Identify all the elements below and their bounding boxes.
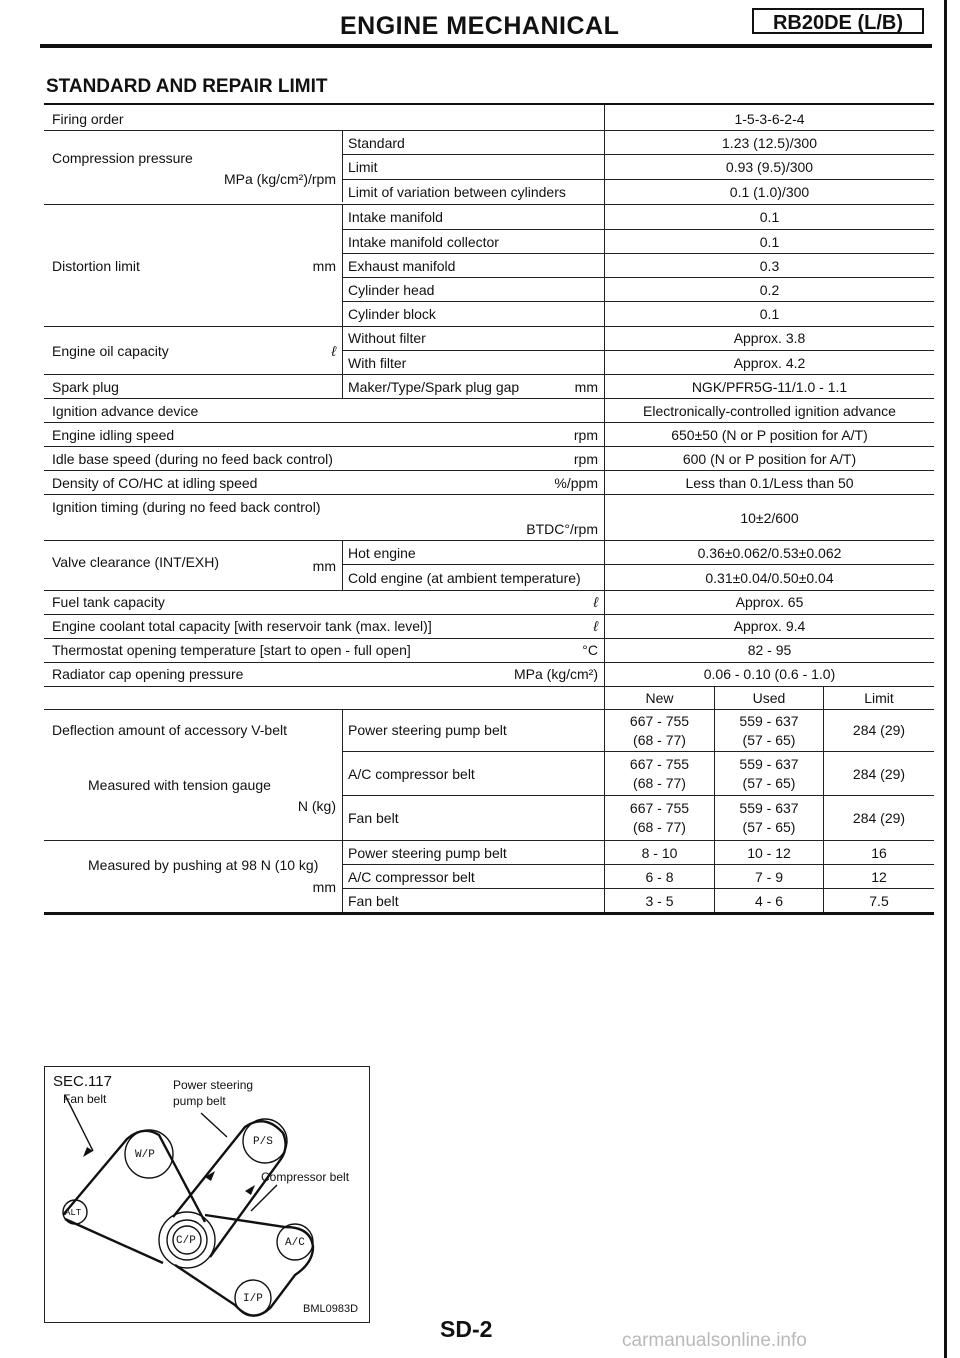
oil-sub-with-filter: With filter: [348, 355, 407, 371]
ignition-timing-value: 10±2/600: [740, 510, 799, 526]
pulley-cp-label: C/P: [176, 1235, 196, 1247]
used-value-kg: (57 - 65): [742, 775, 796, 791]
row-rule: [342, 154, 934, 155]
new-value: 667 - 755: [629, 800, 690, 816]
belt-routing-figure: [44, 1066, 370, 1323]
limit-value: 7.5: [869, 893, 889, 909]
row-rule: [44, 446, 934, 447]
oil-value-without-filter: Approx. 3.8: [733, 330, 806, 346]
figure-ps-label-2: pump belt: [173, 1094, 226, 1108]
row-rule: [342, 253, 934, 254]
row-rule: [44, 374, 934, 375]
row-rule: [342, 229, 934, 230]
compression-value-standard: 1.23 (12.5)/300: [722, 135, 817, 151]
figure-ps-label-1: Power steering: [173, 1078, 254, 1092]
limit-value: 284 (29): [852, 722, 906, 738]
ignition-timing-unit: BTDC°/rpm: [526, 521, 598, 537]
oil-sub-without-filter: Without filter: [348, 330, 426, 346]
idle-speed-unit: rpm: [573, 427, 598, 443]
limit-value: 284 (29): [852, 766, 906, 782]
row-rule: [342, 301, 934, 302]
compression-label: Compression pressure: [52, 150, 193, 166]
used-value: 10 - 12: [747, 845, 791, 861]
limit-value: 12: [871, 869, 887, 885]
idle-speed-value: 650±50 (N or P position for A/T): [671, 427, 868, 443]
model-badge: RB20DE (L/B): [752, 8, 924, 34]
valve-clearance-unit: mm: [312, 558, 336, 574]
distortion-value: 0.1: [759, 209, 780, 225]
row-rule: [44, 540, 934, 541]
oil-value-with-filter: Approx. 4.2: [733, 355, 806, 371]
idle-base-label: Idle base speed (during no feed back control): [52, 451, 333, 467]
new-value: 6 - 8: [645, 869, 674, 885]
belt-deflection-label: Deflection amount of accessory V-belt: [52, 722, 288, 738]
pulley-ps-label: P/S: [253, 1136, 273, 1148]
pulley-ac-label: A/C: [285, 1237, 305, 1249]
spark-plug-value: NGK/PFR5G-11/1.0 - 1.1: [691, 379, 848, 395]
distortion-sub: Cylinder block: [348, 306, 436, 322]
compression-sub-standard: Standard: [348, 135, 405, 151]
limit-value: 284 (29): [852, 810, 906, 826]
tension-gauge-label: Measured with tension gauge: [88, 777, 271, 793]
row-rule: [44, 398, 934, 399]
new-value-kg: (68 - 77): [633, 732, 686, 748]
used-value-kg: (57 - 65): [742, 819, 796, 835]
used-value: 7 - 9: [754, 869, 783, 885]
valve-clearance-label: Valve clearance (INT/EXH): [52, 554, 220, 570]
fuel-tank-label: Fuel tank capacity: [52, 594, 165, 610]
belt-name: Fan belt: [348, 810, 399, 826]
belt-name: Power steering pump belt: [348, 845, 507, 861]
row-rule: [44, 840, 934, 841]
header-rule: [40, 44, 932, 48]
row-rule: [44, 204, 934, 205]
firing-order-label: Firing order: [52, 111, 124, 127]
used-value: 559 - 637: [739, 800, 799, 816]
sub-divider-distortion: [342, 205, 343, 326]
new-value: 8 - 10: [641, 845, 678, 861]
row-rule: [342, 864, 934, 865]
row-rule: [44, 614, 934, 615]
compression-value-limit: 0.93 (9.5)/300: [725, 159, 814, 175]
row-rule: [44, 638, 934, 639]
compression-sub-variation: Limit of variation between cylinders: [348, 184, 566, 200]
column-header-used: Used: [752, 690, 786, 706]
oil-capacity-label: Engine oil capacity: [52, 343, 169, 359]
new-value: 667 - 755: [629, 713, 690, 729]
row-rule: [342, 751, 934, 752]
row-rule: [44, 590, 934, 591]
figure-sec-label: SEC.117: [53, 1073, 112, 1090]
belt-name: A/C compressor belt: [348, 766, 475, 782]
thermostat-label: Thermostat opening temperature [start to open - full open]: [52, 642, 411, 658]
distortion-sub: Intake manifold: [348, 209, 443, 225]
new-value-kg: (68 - 77): [633, 775, 686, 791]
valve-sub-cold: Cold engine (at ambient temperature): [348, 570, 581, 586]
firing-order-value: 1-5-3-6-2-4: [734, 111, 805, 127]
sub-divider-compression: [342, 130, 343, 202]
belt-name: Fan belt: [348, 893, 399, 909]
distortion-unit: mm: [312, 258, 336, 274]
spark-plug-unit: mm: [574, 379, 598, 395]
new-value-kg: (68 - 77): [633, 819, 686, 835]
radiator-cap-unit: MPa (kg/cm²): [514, 666, 598, 682]
row-rule: [342, 795, 934, 796]
used-value: 4 - 6: [754, 893, 783, 909]
ignition-device-label: Ignition advance device: [52, 403, 199, 419]
oil-capacity-unit: ℓ: [331, 343, 336, 359]
thermostat-value: 82 - 95: [747, 642, 792, 658]
used-value: 559 - 637: [739, 756, 799, 772]
row-rule: [342, 277, 934, 278]
used-value-kg: (57 - 65): [742, 732, 796, 748]
distortion-value: 0.3: [759, 258, 780, 274]
row-rule: [44, 470, 934, 471]
spark-plug-label: Spark plug: [52, 379, 119, 395]
push-measure-unit: mm: [312, 879, 336, 895]
thermostat-unit: °C: [582, 642, 598, 658]
page-number: SD-2: [440, 1316, 493, 1342]
compression-value-variation: 0.1 (1.0)/300: [729, 184, 810, 200]
row-rule: [44, 686, 934, 687]
belt-name: Power steering pump belt: [348, 722, 507, 738]
distortion-value: 0.1: [759, 306, 780, 322]
push-measure-label: Measured by pushing at 98 N (10 kg): [88, 857, 319, 873]
distortion-value: 0.1: [759, 234, 780, 250]
ignition-timing-label: Ignition timing (during no feed back control): [52, 499, 321, 515]
sub-divider-belt: [342, 709, 343, 913]
column-header-new: New: [645, 690, 674, 706]
page-edge-line: [944, 0, 947, 1358]
distortion-value: 0.2: [759, 282, 780, 298]
sub-divider-valve: [342, 540, 343, 590]
fuel-tank-value: Approx. 65: [735, 594, 804, 610]
pulley-alt-label: ALT: [65, 1208, 82, 1218]
co-hc-label: Density of CO/HC at idling speed: [52, 475, 258, 491]
coolant-value: Approx. 9.4: [733, 618, 806, 634]
idle-speed-label: Engine idling speed: [52, 427, 175, 443]
row-rule: [44, 130, 934, 131]
co-hc-value: Less than 0.1/Less than 50: [685, 475, 854, 491]
row-rule: [44, 326, 934, 327]
idle-base-unit: rpm: [573, 451, 598, 467]
coolant-label: Engine coolant total capacity [with reservoir tank (max. level)]: [52, 618, 432, 634]
row-rule: [44, 662, 934, 663]
coolant-unit: ℓ: [593, 618, 598, 634]
valve-sub-hot: Hot engine: [348, 545, 416, 561]
idle-base-value: 600 (N or P position for A/T): [682, 451, 857, 467]
pulley-ip-label: I/P: [243, 1293, 263, 1305]
co-hc-unit: %/ppm: [554, 475, 598, 491]
row-rule: [44, 709, 934, 710]
distortion-sub: Cylinder head: [348, 282, 435, 298]
belt-name: A/C compressor belt: [348, 869, 475, 885]
row-rule: [44, 422, 934, 423]
valve-value-cold: 0.31±0.04/0.50±0.04: [705, 570, 834, 586]
column-header-limit: Limit: [864, 690, 894, 706]
tension-gauge-unit: N (kg): [297, 798, 336, 814]
compression-sub-limit: Limit: [348, 159, 378, 175]
ignition-device-value: Electronically-controlled ignition advance: [643, 403, 896, 419]
new-value: 3 - 5: [645, 893, 674, 909]
table-top-rule: [44, 103, 934, 105]
valve-value-hot: 0.36±0.062/0.53±0.062: [697, 545, 842, 561]
row-rule: [44, 494, 934, 495]
radiator-cap-value: 0.06 - 0.10 (0.6 - 1.0): [703, 666, 836, 682]
section-title: STANDARD AND REPAIR LIMIT: [46, 76, 328, 97]
spark-plug-sub: Maker/Type/Spark plug gap: [348, 379, 520, 395]
distortion-sub: Intake manifold collector: [348, 234, 499, 250]
new-value: 667 - 755: [629, 756, 690, 772]
compression-unit: MPa (kg/cm²)/rpm: [224, 171, 336, 187]
row-rule: [342, 564, 934, 565]
row-rule: [342, 888, 934, 889]
limit-value: 16: [871, 845, 887, 861]
pulley-wp-label: W/P: [135, 1149, 155, 1161]
row-rule: [342, 179, 934, 180]
radiator-cap-label: Radiator cap opening pressure: [52, 666, 244, 682]
fuel-tank-unit: ℓ: [593, 594, 598, 610]
sub-divider-spark: [342, 374, 343, 398]
figure-compressor-belt-label: Compressor belt: [261, 1170, 350, 1184]
row-rule: [342, 350, 934, 351]
distortion-sub: Exhaust manifold: [348, 258, 456, 274]
table-bottom-rule: [44, 912, 934, 915]
used-value: 559 - 637: [739, 713, 799, 729]
figure-fan-belt-label: Fan belt: [63, 1092, 107, 1106]
distortion-label: Distortion limit: [52, 258, 140, 274]
watermark: carmanualsonline.info: [622, 1330, 807, 1351]
page-header-title: ENGINE MECHANICAL: [340, 12, 620, 40]
figure-code: BML0983D: [303, 1303, 359, 1315]
